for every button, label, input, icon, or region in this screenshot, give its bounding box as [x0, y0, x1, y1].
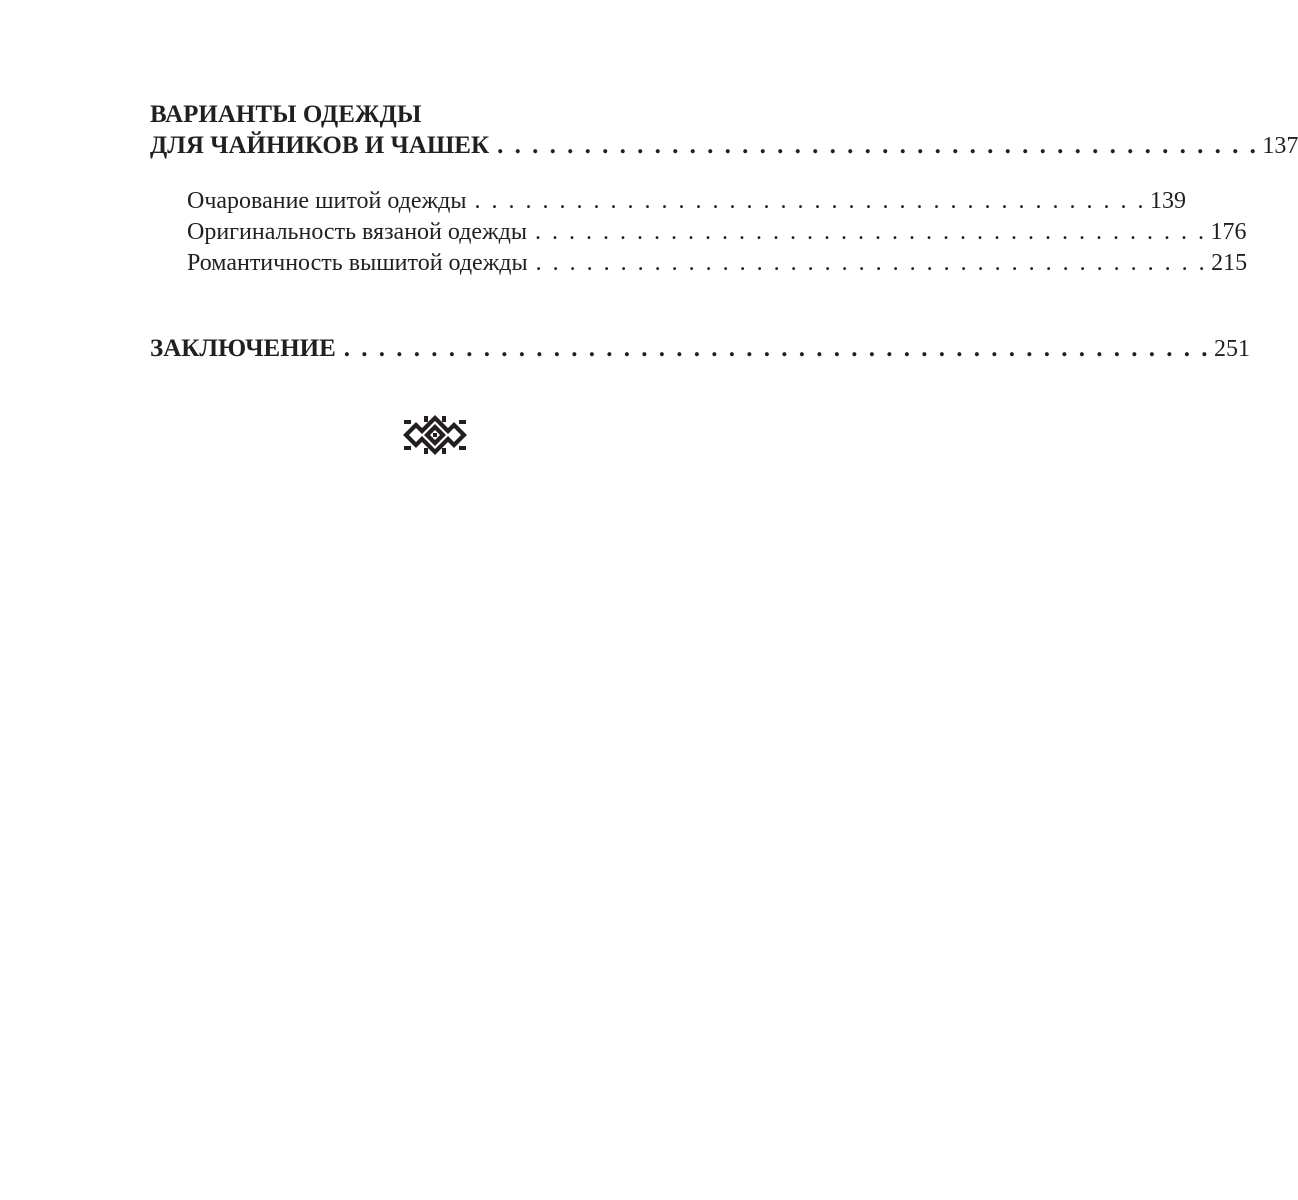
folk-ornament-icon [402, 414, 468, 456]
page-number: 215 [1211, 250, 1248, 276]
page-number: 251 [1214, 336, 1251, 362]
page-number: 139 [1150, 188, 1186, 214]
toc-entry-subsection [150, 248, 1248, 279]
page-number: 176 [1210, 219, 1247, 245]
toc-section-variants [150, 99, 1298, 162]
subsection-label: Очарование шитой одежды [187, 188, 467, 214]
toc-subsections [150, 186, 1248, 279]
page-number: 137 [1262, 133, 1298, 159]
toc-entry-section1 [150, 130, 1298, 162]
dot-leader: . . . . . . . . . . . . . . . . . . . . . . . . . . . . . . . . . . . . . . . . [534, 219, 1207, 245]
toc-entry-subsection [150, 186, 1186, 217]
section-title-line1: ВАРИАНТЫ ОДЕЖДЫ [150, 101, 422, 128]
conclusion-label: ЗАКЛЮЧЕНИЕ [150, 335, 336, 362]
dot-leader: . . . . . . . . . . . . . . . . . . . . . . . . . . . . . . . . . . . . . . . . [535, 250, 1208, 276]
dot-leader: . . . . . . . . . . . . . . . . . . . . . . . . . . . . . . . . . . . . . . . . . . . . [497, 132, 1259, 159]
subsection-label: Романтичность вышитой одежды [187, 250, 528, 276]
dot-leader: . . . . . . . . . . . . . . . . . . . . . . . . . . . . . . . . . . . . . . . . [474, 188, 1146, 214]
toc-entry-subsection [150, 217, 1247, 248]
toc-section-conclusion [150, 333, 1251, 365]
toc-entry-conclusion [150, 333, 1251, 365]
dot-leader: . . . . . . . . . . . . . . . . . . . . . . . . . . . . . . . . . . . . . . . . . . . . . . . . . . [343, 335, 1211, 362]
section-title-line2: ДЛЯ ЧАЙНИКОВ И ЧАШЕК [150, 132, 490, 159]
subsection-label: Оригинальность вязаной одежды [187, 219, 527, 245]
